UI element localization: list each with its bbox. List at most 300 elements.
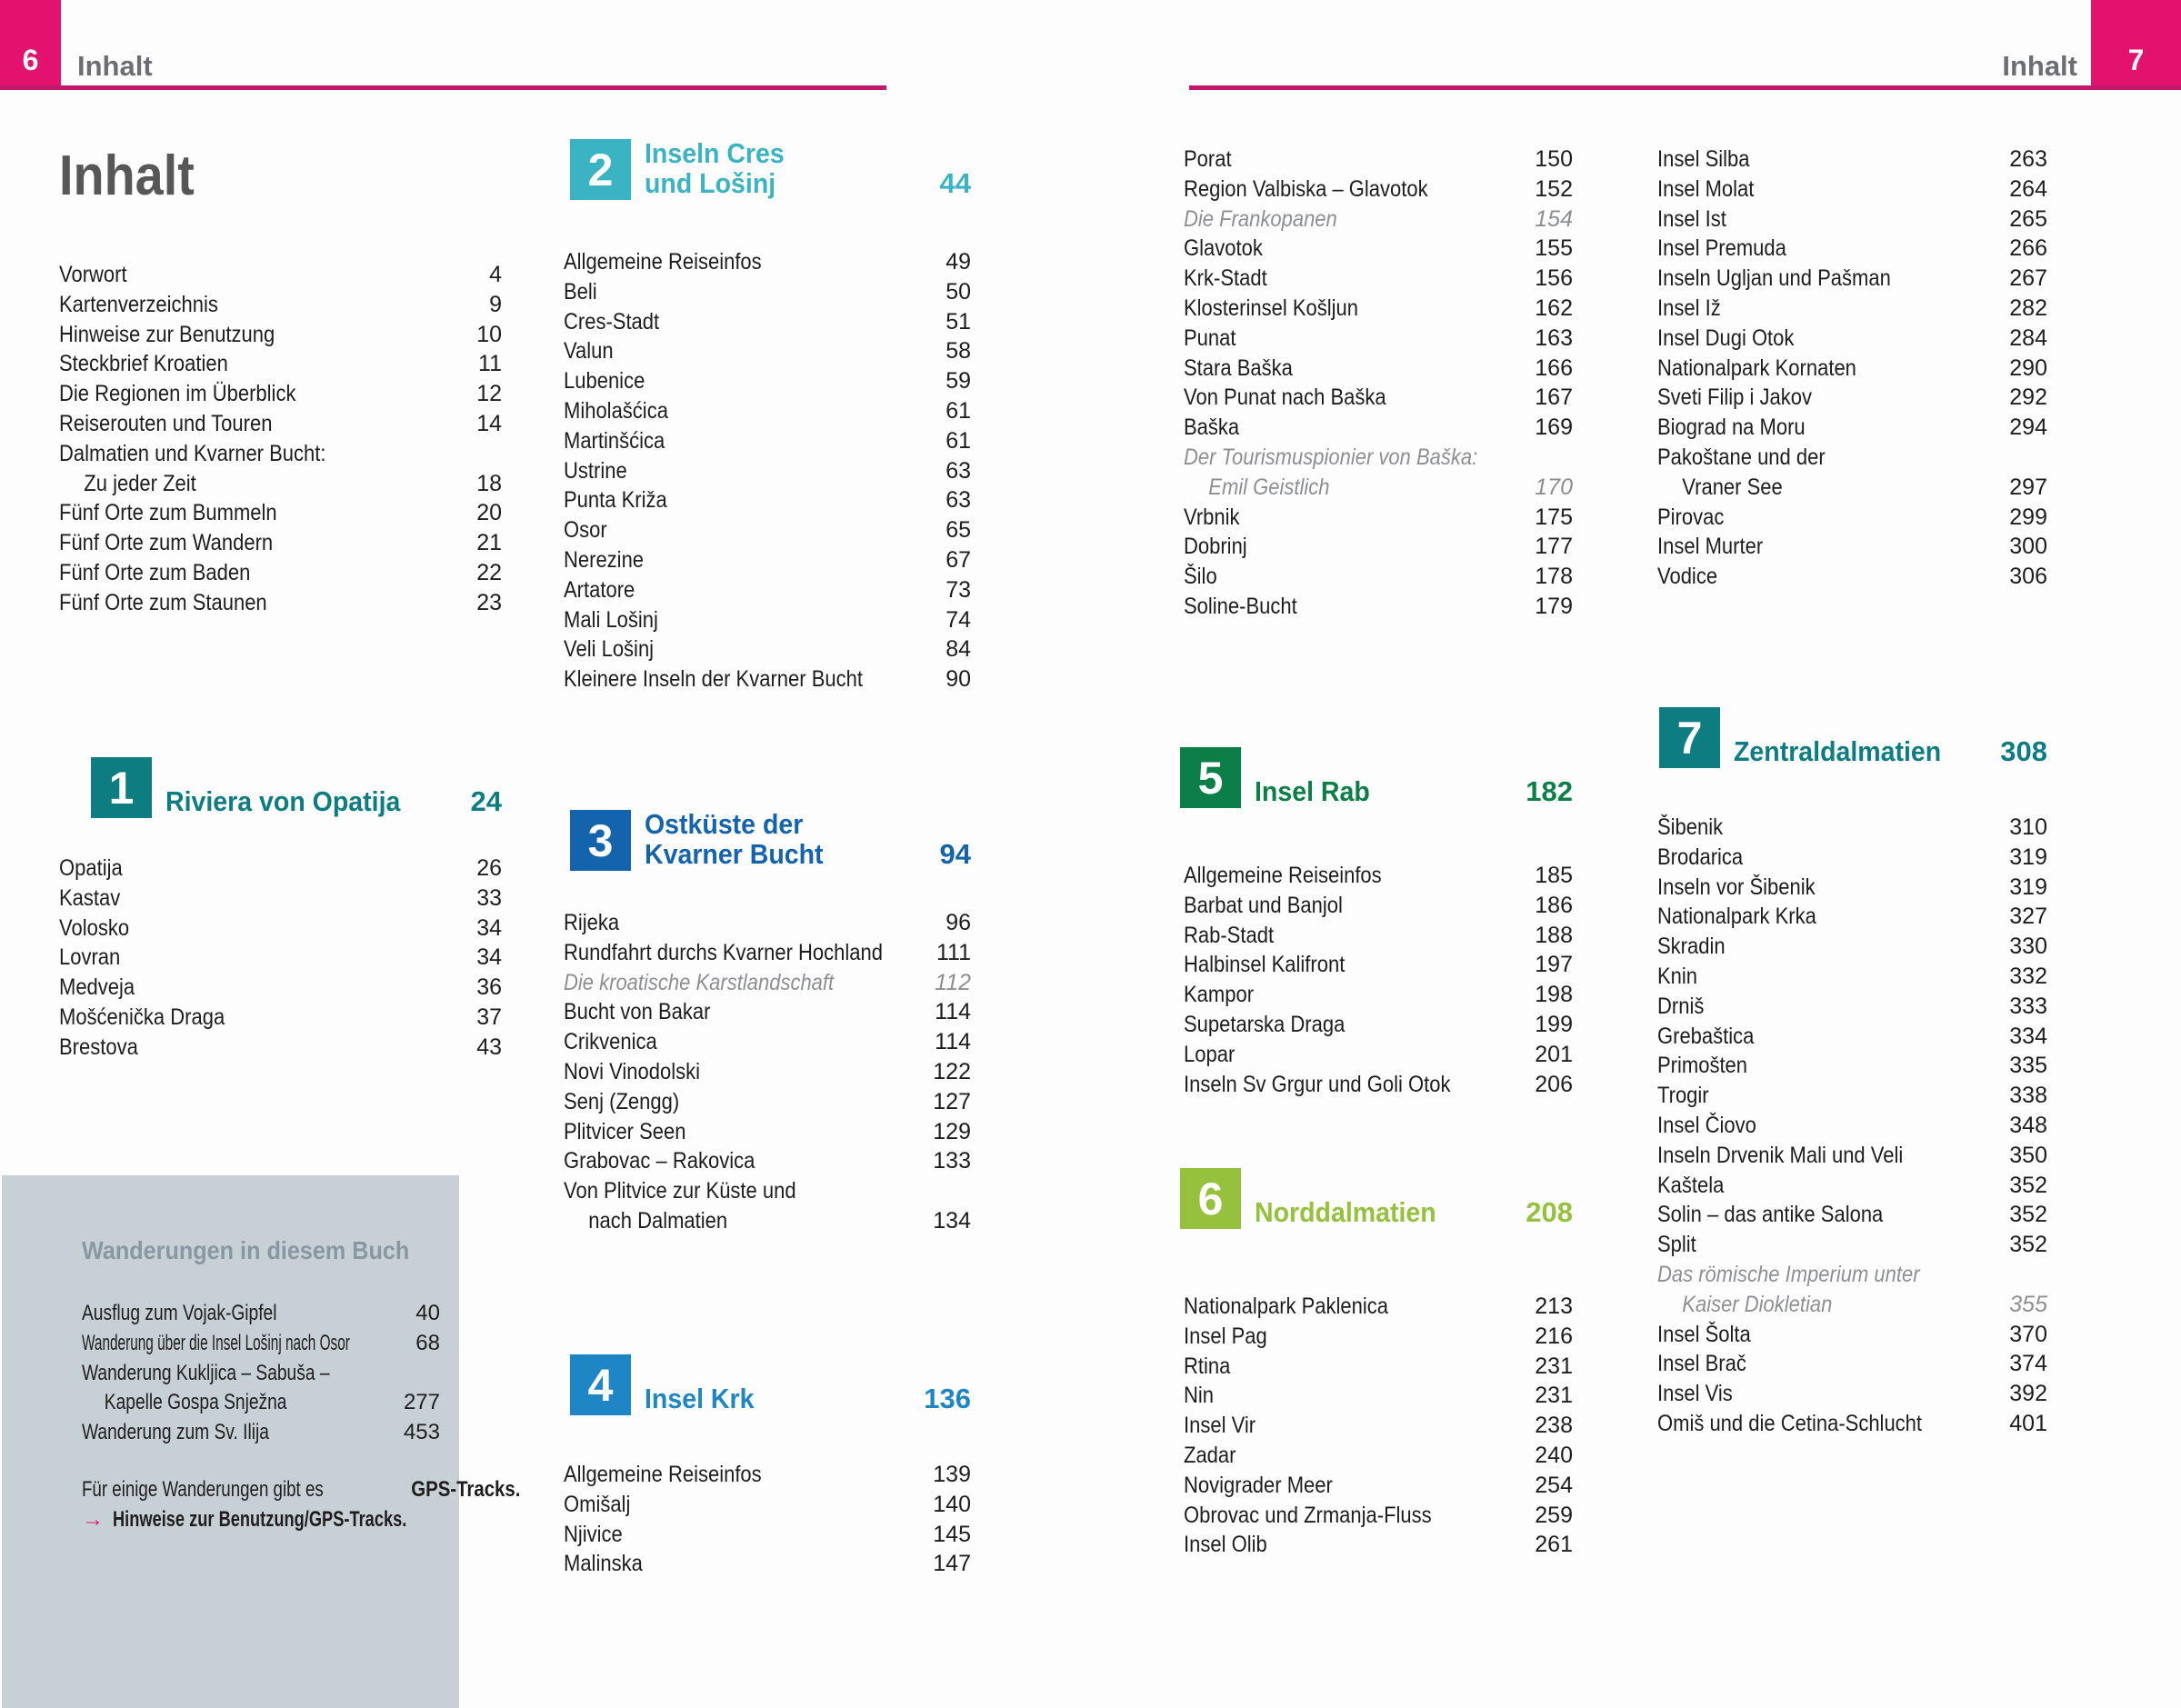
toc-label: Insel Dugi Otok <box>1657 325 1795 351</box>
toc-row <box>1657 962 2047 992</box>
toc-label: Barbat und Banjol <box>1184 892 1343 918</box>
toc-page-number: 145 <box>933 1521 971 1547</box>
gps-note-bold: GPS-Tracks. <box>410 1477 521 1502</box>
toc-page-number: 36 <box>476 974 502 1001</box>
toc-label: Glavotok <box>1184 235 1263 262</box>
toc-row <box>1657 175 2047 205</box>
toc-row <box>1657 1409 2047 1439</box>
toc-row <box>1657 503 2047 533</box>
toc-row <box>1184 562 1573 592</box>
page-title: Inhalt <box>59 145 195 207</box>
toc-page-number: 63 <box>945 487 971 514</box>
toc-label: Mali Lošinj <box>564 606 658 633</box>
toc-label: Omišalj <box>564 1491 631 1517</box>
toc-row <box>1184 324 1573 354</box>
toc-row <box>59 558 502 588</box>
toc-label: Rab-Stadt <box>1184 922 1275 948</box>
section-6-list <box>1184 1292 1573 1560</box>
toc-label: Novigrader Meer <box>1184 1472 1333 1498</box>
toc-row <box>564 938 971 968</box>
toc-page-number: 177 <box>1535 534 1573 560</box>
section-title: Insel Krk <box>645 1383 755 1414</box>
toc-label: Veli Lošinj <box>564 636 655 663</box>
toc-label: Stara Baška <box>1184 355 1293 381</box>
toc-label: Kastav <box>59 884 121 911</box>
toc-row <box>564 1460 971 1490</box>
toc-label: Pirovac <box>1657 504 1725 530</box>
toc-row <box>1657 1260 2047 1290</box>
section-4-list-continued <box>1184 145 1573 622</box>
toc-page-number: 186 <box>1535 892 1573 918</box>
toc-row <box>59 1003 502 1033</box>
toc-page-number: 114 <box>935 999 971 1025</box>
toc-row <box>564 605 971 635</box>
toc-label: Insel Čiovo <box>1657 1112 1756 1138</box>
toc-page-number: 10 <box>476 321 502 347</box>
toc-label: Senj (Zengg) <box>564 1088 680 1114</box>
toc-row <box>1184 950 1573 980</box>
toc-page-number: 68 <box>415 1330 440 1355</box>
toc-page-number: 282 <box>2009 295 2047 321</box>
toc-page-number: 61 <box>945 427 971 454</box>
toc-row <box>1657 532 2047 562</box>
toc-row <box>1657 1230 2047 1260</box>
toc-row <box>564 277 971 307</box>
toc-row <box>1184 145 1573 175</box>
toc-label: Brodarica <box>1657 844 1744 870</box>
toc-label: Zadar <box>1184 1442 1236 1468</box>
toc-label: Steckbrief Kroatien <box>59 351 228 377</box>
toc-row <box>1184 1352 1573 1382</box>
toc-page-number: 96 <box>945 910 971 935</box>
toc-row <box>1184 1292 1573 1322</box>
toc-label: Vrbnik <box>1184 504 1240 530</box>
toc-page-number: 9 <box>489 291 502 317</box>
toc-row <box>59 349 502 379</box>
toc-page-number: 14 <box>476 410 502 436</box>
toc-page-number: 254 <box>1535 1472 1573 1498</box>
toc-label: Kaiser Diokletian <box>1682 1291 1833 1317</box>
toc-label: Inseln Sv Grgur und Goli Otok <box>1184 1071 1451 1097</box>
toc-label: Klosterinsel Košljun <box>1184 295 1358 321</box>
toc-label: Insel Brač <box>1657 1351 1746 1377</box>
toc-row <box>59 439 502 469</box>
toc-row <box>1657 1349 2047 1379</box>
toc-page-number: 133 <box>933 1148 971 1174</box>
toc-label: Knin <box>1657 963 1698 989</box>
toc-row <box>1657 1022 2047 1052</box>
toc-page-number: 21 <box>476 530 502 556</box>
toc-page-number: 43 <box>476 1034 502 1060</box>
section-header-4 <box>570 1354 971 1415</box>
toc-label: Dobrinj <box>1184 534 1247 560</box>
toc-row <box>1657 294 2047 324</box>
section-number-box: 5 <box>1180 747 1241 808</box>
toc-page-number: 265 <box>2009 205 2047 232</box>
toc-row <box>1657 145 2047 175</box>
toc-page-number: 352 <box>2009 1202 2047 1228</box>
toc-label: Vodice <box>1657 564 1718 590</box>
toc-page-number: 352 <box>2009 1172 2047 1198</box>
toc-page-number: 197 <box>1535 952 1573 978</box>
toc-page-number: 216 <box>1535 1323 1573 1349</box>
toc-row <box>1657 413 2047 443</box>
toc-label: Rtina <box>1184 1353 1231 1379</box>
toc-row <box>564 336 971 366</box>
toc-label: Wanderung über die Insel Lošinj nach Osor <box>82 1330 350 1355</box>
toc-row <box>1657 354 2047 384</box>
toc-label: Kapelle Gospa Snježna <box>104 1390 287 1415</box>
toc-page-number: 169 <box>1535 415 1573 441</box>
toc-row <box>59 943 502 973</box>
toc-row <box>82 1388 440 1418</box>
section-2-list <box>564 247 971 694</box>
toc-page-number: 134 <box>933 1207 971 1234</box>
section-number-box: 2 <box>570 139 631 200</box>
toc-row <box>1184 383 1573 413</box>
toc-label: Reiserouten und Touren <box>59 410 273 436</box>
toc-label: Fünf Orte zum Staunen <box>59 589 267 615</box>
toc-page-number: 20 <box>476 500 502 526</box>
toc-row <box>1184 205 1573 235</box>
toc-row <box>59 973 502 1003</box>
toc-label: Allgemeine Reiseinfos <box>564 1462 762 1487</box>
toc-label: nach Dalmatien <box>588 1207 728 1234</box>
toc-row <box>1657 264 2047 294</box>
toc-row <box>1184 1501 1573 1531</box>
toc-page-number: 33 <box>476 884 502 911</box>
toc-page-number: 261 <box>1535 1532 1573 1558</box>
toc-row <box>1184 1040 1573 1070</box>
toc-label: Fünf Orte zum Wandern <box>59 530 274 556</box>
toc-label: Punta Križa <box>564 487 667 514</box>
toc-label: Insel Ist <box>1657 205 1726 232</box>
toc-label: Lopar <box>1184 1041 1236 1067</box>
toc-row <box>564 545 971 575</box>
toc-label: Bucht von Bakar <box>564 999 711 1025</box>
toc-row <box>1657 473 2047 503</box>
toc-row <box>1657 1141 2047 1171</box>
section-6-list-continued <box>1657 145 2047 592</box>
toc-page-number: 290 <box>2009 355 2047 381</box>
toc-label: Der Tourismuspionier von Baška: <box>1184 444 1478 470</box>
section-title: Zentraldalmatien <box>1734 735 1942 767</box>
toc-row <box>564 664 971 694</box>
toc-label: Die kroatische Karstlandschaft <box>564 969 835 995</box>
section-title: Ostküste der Kvarner Bucht <box>645 808 824 870</box>
toc-row <box>59 884 502 914</box>
toc-label: Mošćenička Draga <box>59 1004 225 1030</box>
toc-row <box>564 1146 971 1176</box>
toc-row <box>1184 234 1573 264</box>
toc-page-number: 335 <box>2009 1053 2047 1079</box>
toc-label: Artatore <box>564 576 635 603</box>
toc-label: Allgemeine Reiseinfos <box>564 249 762 275</box>
toc-page-number: 59 <box>945 368 971 395</box>
toc-page-number: 266 <box>2009 235 2047 262</box>
section-header-7 <box>1659 707 2047 768</box>
gps-note-text: Für einige Wanderungen gibt es <box>82 1477 324 1502</box>
toc-label: Insel Silba <box>1657 146 1750 172</box>
toc-row <box>59 320 502 350</box>
toc-row <box>1184 1070 1573 1100</box>
toc-page-number: 370 <box>2009 1321 2047 1347</box>
toc-row <box>1657 902 2047 932</box>
section-number-box: 7 <box>1659 707 1720 768</box>
toc-page-number: 352 <box>2009 1232 2047 1258</box>
toc-label: Insel Premuda <box>1657 235 1786 262</box>
toc-row <box>564 485 971 515</box>
toc-page-number: 333 <box>2009 993 2047 1019</box>
toc-page-number: 12 <box>476 381 502 407</box>
toc-page-number: 11 <box>478 351 502 377</box>
toc-page-number: 348 <box>2009 1112 2047 1138</box>
toc-row <box>1657 1081 2047 1111</box>
toc-row <box>564 1027 971 1057</box>
toc-label: Rundfahrt durchs Kvarner Hochland <box>564 939 883 965</box>
toc-label: Vraner See <box>1682 474 1783 500</box>
toc-label: Brestova <box>59 1034 138 1060</box>
toc-label: Cres-Stadt <box>564 308 660 335</box>
toc-page-number: 65 <box>945 517 971 544</box>
toc-intro-list <box>59 260 502 618</box>
section-header-5 <box>1180 747 1573 808</box>
toc-row <box>1657 813 2047 843</box>
section-page-number: 308 <box>2000 735 2047 767</box>
toc-label: Valun <box>564 338 614 365</box>
toc-label: Nerezine <box>564 546 645 573</box>
toc-row <box>564 575 971 605</box>
toc-label: Inseln Ugljan und Pašman <box>1657 265 1891 292</box>
toc-page-number: 306 <box>2009 564 2047 590</box>
toc-label: Pakoštane und der <box>1657 444 1826 470</box>
toc-row <box>564 247 971 277</box>
toc-page-number: 238 <box>1535 1413 1573 1439</box>
toc-page-number: 112 <box>935 969 971 995</box>
toc-label: Kaštela <box>1657 1172 1725 1198</box>
toc-row <box>564 426 971 456</box>
toc-page-number: 292 <box>2009 385 2047 411</box>
toc-page-number: 300 <box>2009 534 2047 560</box>
toc-label: Insel Murter <box>1657 534 1764 560</box>
toc-label: Insel Vis <box>1657 1381 1733 1407</box>
page-number: 7 <box>2127 44 2145 76</box>
toc-row <box>564 997 971 1027</box>
toc-row <box>1184 443 1573 473</box>
toc-label: Sveti Filip i Jakov <box>1657 385 1812 411</box>
header-rule-left <box>0 85 886 90</box>
toc-row <box>564 634 971 664</box>
toc-page-number: 67 <box>945 546 971 573</box>
toc-page-number: 111 <box>935 939 971 965</box>
toc-row <box>1657 1171 2047 1201</box>
section-header-3 <box>570 809 971 871</box>
arrow-icon: → <box>82 1507 104 1532</box>
running-header-left: Inhalt <box>77 50 153 82</box>
toc-row <box>564 1087 971 1117</box>
toc-row <box>82 1418 440 1448</box>
toc-row <box>1184 980 1573 1010</box>
section-header-1 <box>91 757 502 818</box>
toc-label: Das römische Imperium unter <box>1657 1261 1920 1287</box>
toc-label: Primošten <box>1657 1053 1748 1079</box>
toc-label: Soline-Bucht <box>1184 593 1297 619</box>
toc-label: Šibenik <box>1657 814 1724 840</box>
toc-page-number: 453 <box>403 1420 440 1445</box>
toc-row <box>1184 592 1573 622</box>
toc-row <box>59 498 502 528</box>
toc-row <box>564 1176 971 1206</box>
toc-row <box>564 515 971 545</box>
toc-page-number: 50 <box>945 278 971 305</box>
toc-row <box>1184 1010 1573 1040</box>
section-title: Insel Rab <box>1255 775 1370 807</box>
toc-row <box>1184 473 1573 503</box>
toc-row <box>82 1359 440 1389</box>
section-number-box: 1 <box>91 757 152 818</box>
toc-label: Hinweise zur Benutzung <box>59 321 275 347</box>
toc-row <box>564 1520 971 1550</box>
toc-row <box>1657 932 2047 962</box>
toc-page-number: 213 <box>1535 1293 1573 1319</box>
toc-row <box>59 260 502 290</box>
toc-page-number: 299 <box>2009 504 2047 530</box>
toc-page-number: 240 <box>1535 1442 1573 1468</box>
toc-row <box>564 1549 971 1579</box>
toc-page-number: 34 <box>476 944 502 971</box>
toc-label: Ustrine <box>564 457 627 484</box>
toc-row <box>1657 1051 2047 1081</box>
toc-row <box>1184 1530 1573 1560</box>
toc-row <box>59 409 502 439</box>
toc-label: Inseln Drvenik Mali und Veli <box>1657 1142 1904 1168</box>
toc-page-number: 73 <box>945 576 971 603</box>
toc-label: Nationalpark Kornaten <box>1657 355 1856 381</box>
toc-label: Nin <box>1184 1383 1215 1409</box>
toc-label: Insel Molat <box>1657 175 1755 202</box>
toc-page-number: 26 <box>476 855 502 881</box>
toc-label: Die Frankopanen <box>1184 205 1337 232</box>
toc-page-number: 155 <box>1535 235 1573 262</box>
toc-row <box>1184 413 1573 443</box>
toc-page-number: 231 <box>1535 1353 1573 1379</box>
toc-page-number: 175 <box>1535 504 1573 530</box>
toc-row <box>59 469 502 499</box>
toc-page-number: 163 <box>1535 325 1573 351</box>
section-header-6 <box>1180 1168 1573 1229</box>
section-number-box: 4 <box>570 1354 631 1415</box>
toc-page-number: 319 <box>2009 874 2047 900</box>
toc-label: Nationalpark Krka <box>1657 904 1816 930</box>
toc-page-number: 84 <box>945 636 971 663</box>
toc-label: Dalmatien und Kvarner Bucht: <box>59 440 326 466</box>
toc-label: Obrovac und Zrmanja-Fluss <box>1184 1502 1432 1528</box>
toc-page-number: 150 <box>1535 146 1573 172</box>
toc-label: Kleinere Inseln der Kvarner Bucht <box>564 666 863 693</box>
toc-page-number: 185 <box>1535 863 1573 888</box>
toc-label: Fünf Orte zum Bummeln <box>59 500 277 526</box>
section-page-number: 136 <box>924 1383 971 1414</box>
toc-label: Split <box>1657 1232 1696 1258</box>
toc-label: Porat <box>1184 146 1232 172</box>
toc-page-number: 63 <box>945 457 971 484</box>
toc-page-number: 23 <box>476 589 502 615</box>
toc-page-number: 201 <box>1535 1041 1573 1067</box>
toc-label: Skradin <box>1657 934 1726 960</box>
toc-page-number: 34 <box>476 914 502 941</box>
toc-page-number: 127 <box>933 1088 971 1114</box>
toc-row <box>1657 1200 2047 1230</box>
toc-label: Kartenverzeichnis <box>59 291 218 317</box>
toc-page-number: 156 <box>1535 265 1573 292</box>
toc-label: Lubenice <box>564 368 645 395</box>
toc-page-number: 284 <box>2009 325 2047 351</box>
toc-row <box>1657 383 2047 413</box>
toc-page-number: 170 <box>1535 474 1573 500</box>
toc-page-number: 51 <box>945 308 971 335</box>
page-number-box-right <box>2091 0 2181 89</box>
toc-row <box>1657 562 2047 592</box>
toc-page-number: 199 <box>1535 1011 1573 1037</box>
gps-note-reference: Hinweise zur Benutzung/GPS-Tracks. <box>113 1507 407 1532</box>
toc-row <box>1184 891 1573 921</box>
header-rule-right <box>1189 85 2181 90</box>
toc-row <box>564 307 971 337</box>
section-title: Inseln Cres und Lošinj <box>645 137 785 199</box>
toc-row <box>59 528 502 558</box>
toc-page-number: 392 <box>2009 1381 2047 1407</box>
toc-page-number: 350 <box>2009 1142 2047 1168</box>
toc-label: Insel Pag <box>1184 1323 1267 1349</box>
toc-label: Beli <box>564 278 597 305</box>
toc-row <box>1184 354 1573 384</box>
toc-label: Šilo <box>1184 564 1217 590</box>
toc-page-number: 37 <box>476 1004 502 1030</box>
toc-label: Grebaštica <box>1657 1023 1755 1049</box>
toc-label: Novi Vinodolski <box>564 1058 701 1084</box>
toc-row <box>1184 861 1573 891</box>
toc-page-number: 166 <box>1535 355 1573 381</box>
toc-label: Njivice <box>564 1521 623 1547</box>
section-page-number: 24 <box>470 785 502 817</box>
toc-row <box>564 1057 971 1087</box>
toc-label: Vorwort <box>59 262 127 287</box>
toc-page-number: 140 <box>933 1491 971 1517</box>
toc-row <box>1657 843 2047 873</box>
toc-page-number: 327 <box>2009 904 2047 930</box>
toc-page-number: 179 <box>1535 593 1573 619</box>
section-title: Riviera von Opatija <box>165 785 401 817</box>
toc-row <box>1657 234 2047 264</box>
toc-page-number: 4 <box>489 262 502 287</box>
walks-box-heading: Wanderungen in diesem Buch <box>82 1236 410 1264</box>
section-page-number: 94 <box>939 838 971 870</box>
toc-label: Wanderung zum Sv. Ilija <box>82 1420 269 1445</box>
toc-row <box>1184 1471 1573 1501</box>
toc-label: Ausflug zum Vojak-Gipfel <box>82 1301 277 1325</box>
toc-page-number: 330 <box>2009 934 2047 960</box>
toc-label: Grabovac – Rakovica <box>564 1148 755 1174</box>
toc-row <box>1184 1381 1573 1411</box>
toc-label: Solin – das antike Salona <box>1657 1202 1884 1228</box>
section-header-2 <box>570 138 971 200</box>
toc-page-number: 139 <box>933 1462 971 1487</box>
toc-row <box>1184 921 1573 951</box>
toc-label: Miholašćica <box>564 397 668 424</box>
toc-page-number: 198 <box>1535 982 1573 1008</box>
toc-page-number: 61 <box>945 397 971 424</box>
toc-label: Volosko <box>59 914 130 941</box>
